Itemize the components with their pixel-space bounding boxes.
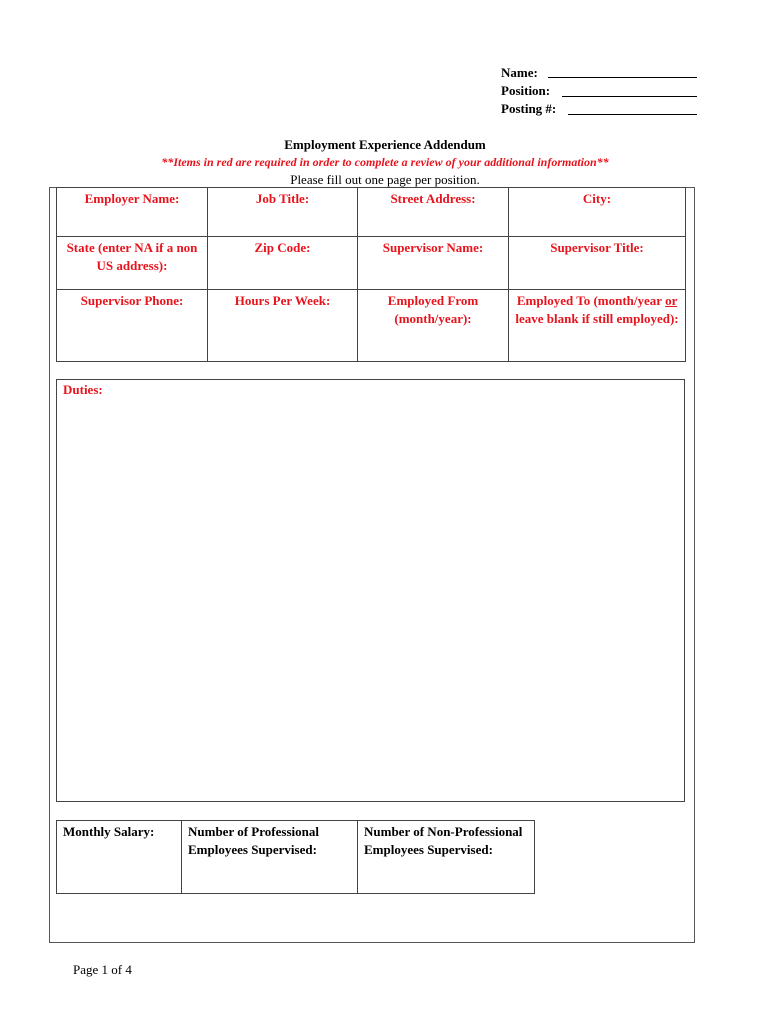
- job-title-cell[interactable]: Job Title:: [208, 188, 358, 237]
- page-number: Page 1 of 4: [73, 962, 132, 977]
- employed-to-or: or: [665, 293, 678, 308]
- position-label: Position:: [501, 83, 551, 98]
- professional-supervised-cell[interactable]: Number of Professional Employees Supervised:: [182, 821, 358, 894]
- duties-label: Duties:: [63, 382, 103, 397]
- supervisor-phone-cell[interactable]: Supervisor Phone:: [57, 290, 208, 362]
- hours-per-week-cell[interactable]: Hours Per Week:: [208, 290, 358, 362]
- supervisor-title-cell[interactable]: Supervisor Title:: [509, 237, 686, 290]
- state-cell[interactable]: State (enter NA if a non US address):: [57, 237, 208, 290]
- duties-box[interactable]: [56, 379, 685, 802]
- posting-field-line[interactable]: [568, 114, 697, 115]
- zip-code-cell[interactable]: Zip Code:: [208, 237, 358, 290]
- employed-to-text-a: Employed To (month/year: [516, 293, 666, 308]
- name-field-line[interactable]: [548, 77, 697, 78]
- form-title: Employment Experience Addendum: [284, 137, 486, 152]
- supervision-grid: [56, 820, 535, 894]
- employed-from-cell[interactable]: Employed From (month/year):: [358, 290, 509, 362]
- employed-to-cell[interactable]: [509, 290, 686, 362]
- supervisor-name-cell[interactable]: Supervisor Name:: [358, 237, 509, 290]
- position-field-line[interactable]: [562, 96, 697, 97]
- name-label: Name:: [501, 65, 538, 80]
- posting-label: Posting #:: [501, 101, 557, 116]
- employed-to-text-b: leave blank if still employed):: [515, 311, 679, 326]
- monthly-salary-cell[interactable]: Monthly Salary:: [57, 821, 182, 894]
- street-address-cell[interactable]: Street Address:: [358, 188, 509, 237]
- city-cell[interactable]: City:: [509, 188, 686, 237]
- required-notice: **Items in red are required in order to complete a review of your additional information**: [161, 155, 609, 169]
- employer-name-cell[interactable]: Employer Name:: [57, 188, 208, 237]
- instruction-text: Please fill out one page per position.: [290, 172, 480, 187]
- employer-info-grid: [56, 187, 686, 362]
- non-professional-supervised-cell[interactable]: Number of Non-Professional Employees Supervised:: [358, 821, 535, 894]
